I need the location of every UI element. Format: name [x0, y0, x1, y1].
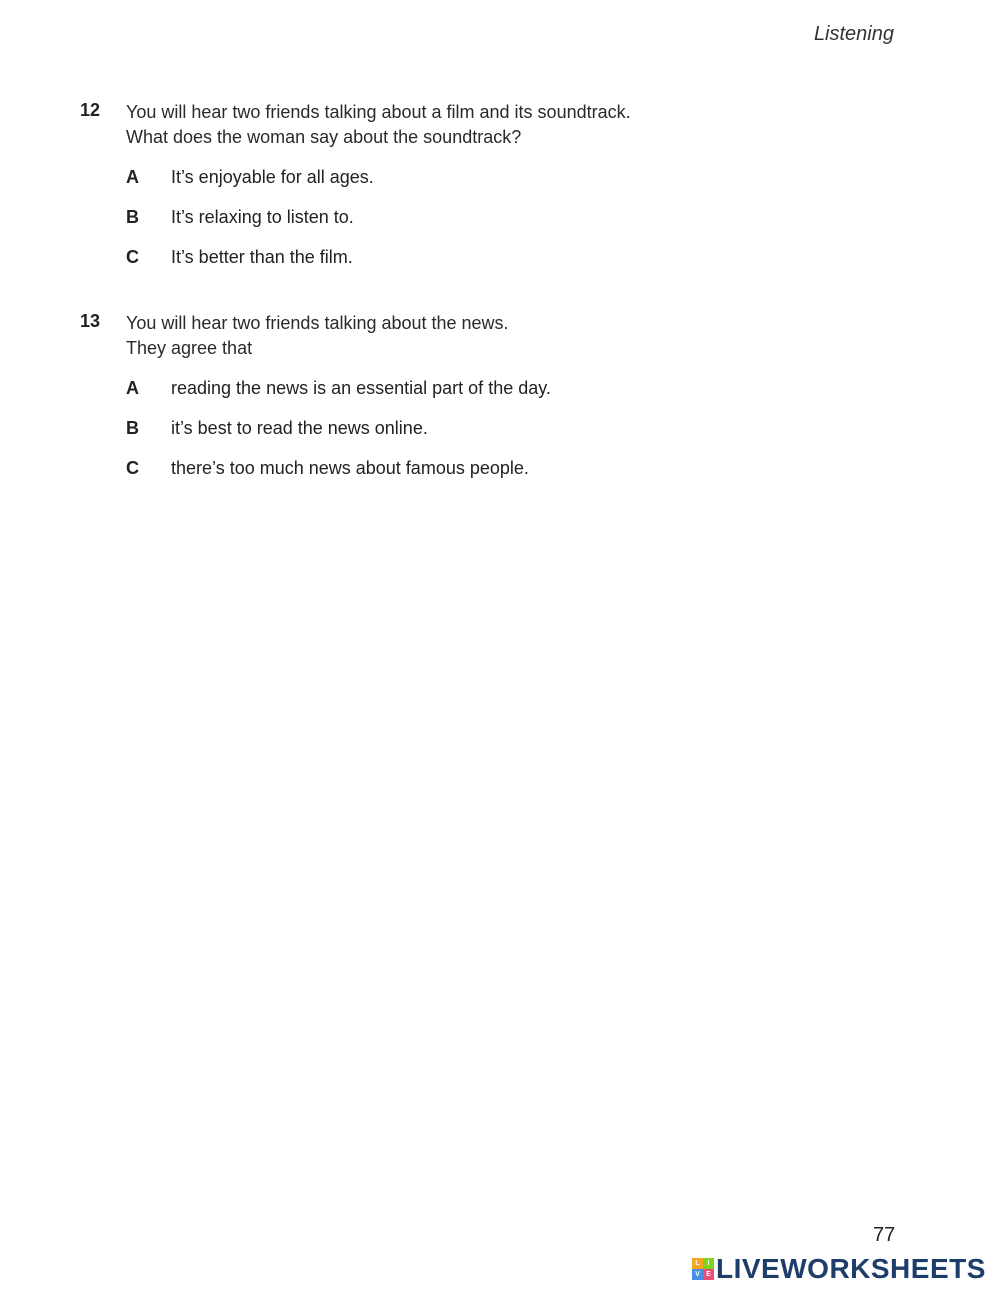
option-a[interactable] [126, 377, 551, 399]
option-letter: C [126, 458, 139, 478]
option-b[interactable] [126, 206, 354, 228]
section-title: Listening [813, 23, 894, 45]
question-stem [126, 311, 509, 361]
question-stem [126, 100, 631, 150]
liveworksheets-logo-icon [692, 1258, 714, 1280]
option-letter: B [126, 418, 139, 438]
option-b[interactable] [126, 417, 428, 439]
option-a[interactable] [126, 166, 374, 188]
question-stem-line: What does the woman say about the soundtrack? [126, 127, 522, 147]
option-text: there’s too much news about famous people. [171, 458, 529, 478]
logo-letter: E [703, 1269, 714, 1280]
option-letter: C [126, 247, 139, 267]
logo-letter: I [703, 1258, 714, 1269]
option-letter: A [126, 167, 139, 187]
option-text: it’s best to read the news online. [171, 418, 428, 438]
question-stem-line: They agree that [126, 338, 253, 358]
page-number: 77 [873, 1224, 896, 1246]
question-number: 13 [80, 311, 101, 331]
option-text: It’s relaxing to listen to. [171, 207, 354, 227]
option-c[interactable] [126, 457, 529, 479]
brand-name: LIVEWORKSHEETS [716, 1253, 986, 1284]
question-stem-line: You will hear two friends talking about the news. [126, 313, 509, 333]
option-text: It’s enjoyable for all ages. [171, 167, 374, 187]
logo-letter: V [692, 1269, 703, 1280]
option-c[interactable] [126, 246, 353, 268]
option-text: It’s better than the film. [171, 247, 353, 267]
option-letter: A [126, 378, 139, 398]
question-stem-line: You will hear two friends talking about a film and its soundtrack. [126, 102, 631, 122]
option-text: reading the news is an essential part of the day. [171, 378, 551, 398]
brand-watermark [692, 1253, 986, 1285]
option-letter: B [126, 207, 139, 227]
question-number: 12 [80, 100, 101, 120]
logo-letter: L [692, 1258, 703, 1269]
